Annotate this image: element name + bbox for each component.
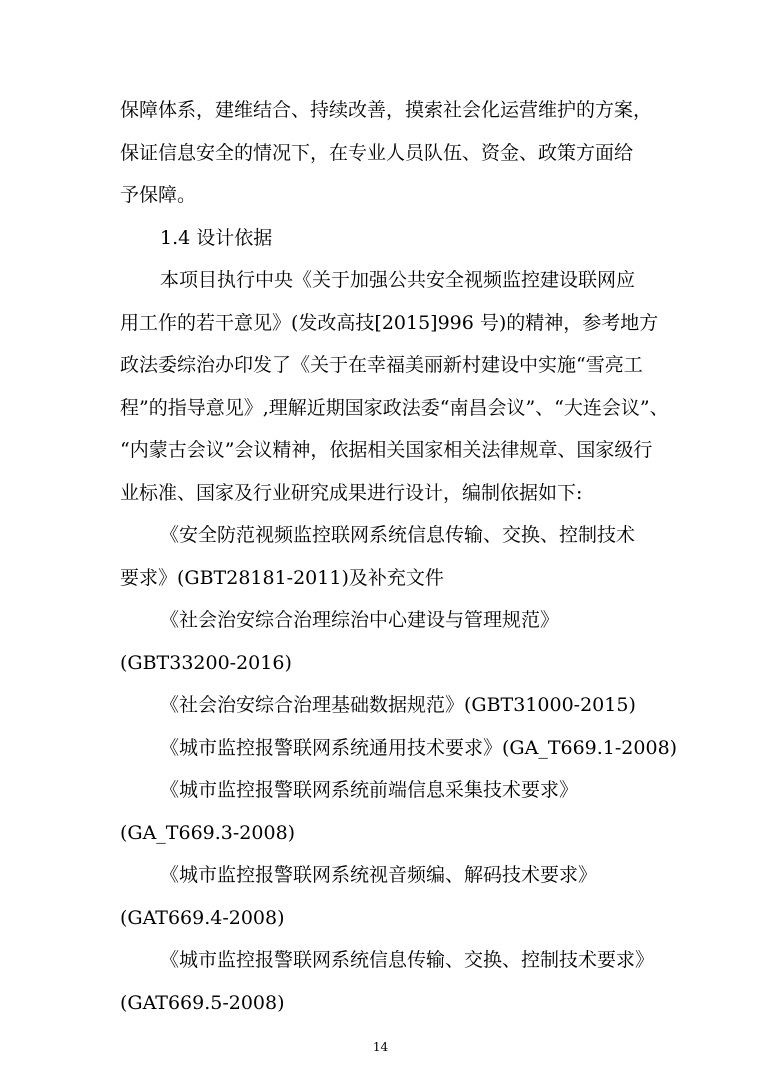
reference-item-continuation: 要求》(GBT28181-2011)及补充文件 — [120, 567, 444, 589]
reference-item: 《安全防范视频监控联网系统信息传输、交换、控制技术 — [160, 524, 636, 546]
reference-item: 《城市监控报警联网系统视音频编、解码技术要求》 — [160, 864, 598, 886]
body-text-line: 程”的指导意见》,理解近期国家政法委“南昌会议”、“大连会议”、 — [120, 397, 669, 419]
section-heading: 1.4 设计依据 — [160, 227, 273, 249]
reference-item-continuation: (GBT33200-2016) — [120, 652, 292, 674]
body-text-line: 本项目执行中央《关于加强公共安全视频监控建设联网应 — [160, 269, 636, 291]
reference-item: 《社会治安综合治理基础数据规范》(GBT31000-2015) — [160, 694, 636, 716]
reference-item: 《城市监控报警联网系统信息传输、交换、控制技术要求》 — [160, 949, 655, 971]
reference-item-continuation: (GAT669.5-2008) — [120, 992, 285, 1014]
reference-item: 《城市监控报警联网系统前端信息采集技术要求》 — [160, 779, 579, 801]
body-text-line: 业标准、国家及行业研究成果进行设计，编制依据如下: — [120, 482, 583, 504]
body-text-line: 用工作的若干意见》(发改高技[2015]996 号)的精神，参考地方 — [120, 312, 659, 334]
reference-item-continuation: (GA_T669.3-2008) — [120, 822, 296, 844]
body-text-line: 保证信息安全的情况下，在专业人员队伍、资金、政策方面给 — [120, 142, 634, 164]
reference-item: 《社会治安综合治理综治中心建设与管理规范》 — [160, 609, 560, 631]
page-number: 14 — [372, 1040, 389, 1054]
body-text-line: 保障体系，建维结合、持续改善，摸索社会化运营维护的方案， — [120, 99, 653, 121]
body-text-line: 予保障。 — [120, 184, 197, 206]
reference-item-continuation: (GAT669.4-2008) — [120, 907, 285, 929]
body-text-line: 政法委综治办印发了《关于在幸福美丽新村建设中实施“雪亮工 — [120, 354, 643, 376]
reference-item: 《城市监控报警联网系统通用技术要求》(GA_T669.1-2008) — [160, 737, 678, 759]
body-text-line: “内蒙古会议”会议精神，依据相关国家相关法律规章、国家级行 — [120, 439, 653, 461]
